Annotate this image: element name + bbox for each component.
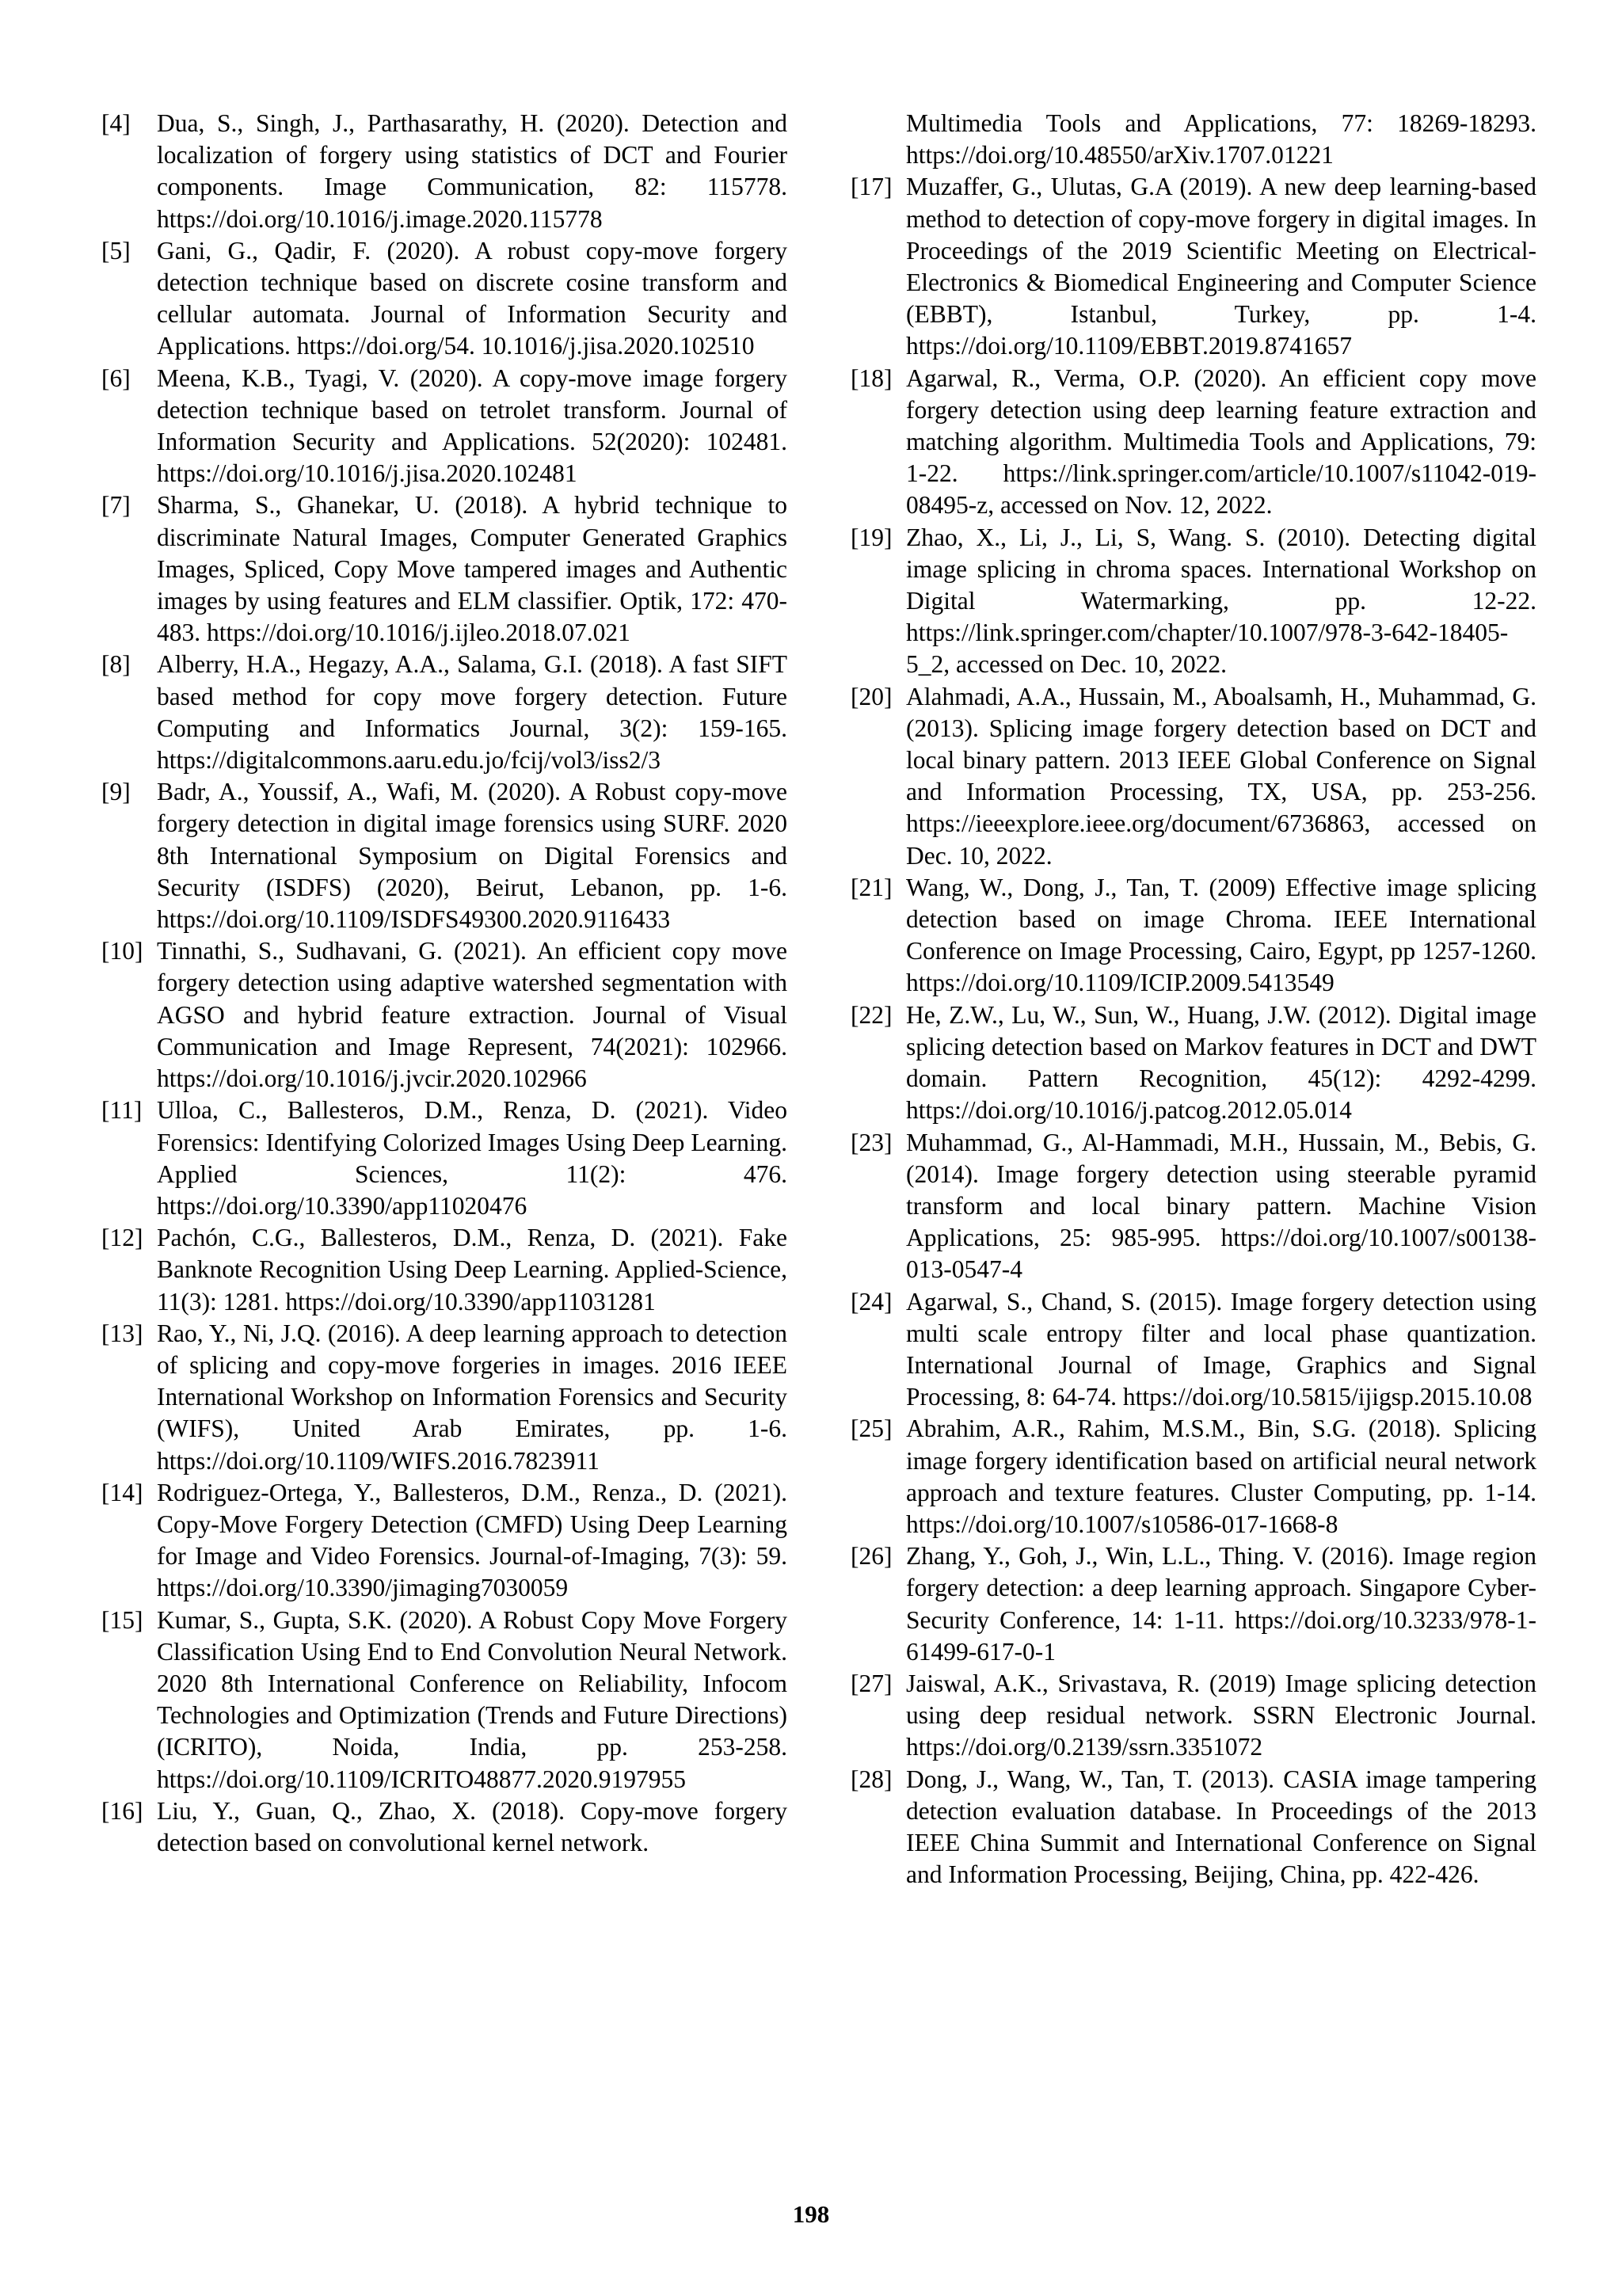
reference-entry xyxy=(851,1286,1536,1414)
reference-entry xyxy=(851,1000,1536,1127)
reference-text: Agarwal, R., Verma, O.P. (2020). An efficient copy move forgery detection using deep learning feature extraction and matching algorithm. Multimedia Tools and Applications, 79: 1-22. https://link.springer.com/article/10.1007/s11042-019-08495-z, accessed on Nov. 12, 2022. xyxy=(906,364,1536,520)
reference-text: Tinnathi, S., Sudhavani, G. (2021). An efficient copy move forgery detection using adaptive watershed segmentation with AGSO and hybrid feature extraction. Journal of Visual Communication and Image Represent, 74(2021): 102966. https://doi.org/10.1016/j.jvcir.2020.102966 xyxy=(157,937,787,1093)
reference-entry xyxy=(101,1795,787,1859)
reference-continuation: Multimedia Tools and Applications, 77: 18269-18293. https://doi.org/10.48550/arXiv.1707.01221 xyxy=(906,109,1536,169)
reference-entry xyxy=(101,776,787,935)
reference-number: [16] xyxy=(101,1796,143,1825)
reference-text: Dua, S., Singh, J., Parthasarathy, H. (2020). Detection and localization of forgery using statistics of DCT and Fourier components. Image Communication, 82: 115778. https://doi.org/10.1016/j.image.2020.115778 xyxy=(157,109,787,233)
page-number: 198 xyxy=(792,2200,830,2228)
reference-text: Ulloa, C., Ballesteros, D.M., Renza, D. (2021). Video Forensics: Identifying Colorized Images Using Deep Learning. Applied Sciences, 11(2): 476. https://doi.org/10.3390/app11020476 xyxy=(157,1096,787,1220)
reference-number: [13] xyxy=(101,1319,143,1347)
references-left-column xyxy=(101,108,787,1859)
reference-text: Zhao, X., Li, J., Li, S, Wang. S. (2010). Detecting digital image splicing in chroma spaces. International Workshop on Digital Watermarking, pp. 12-22. https://link.springer.com/chapter/10.1007/978-3-642-18405-5_2, accessed on Dec. 10, 2022. xyxy=(906,523,1536,679)
reference-entry xyxy=(101,649,787,776)
reference-number: [22] xyxy=(851,1000,893,1029)
reference-text: Jaiswal, A.K., Srivastava, R. (2019) Image splicing detection using deep residual network. SSRN Electronic Journal. https://doi.org/0.2139/ssrn.3351072 xyxy=(906,1669,1536,1761)
reference-number: [9] xyxy=(101,778,131,806)
reference-entry xyxy=(101,489,787,649)
reference-text: He, Z.W., Lu, W., Sun, W., Huang, J.W. (2012). Digital image splicing detection based on Markov features in DCT and DWT domain. Pattern Recognition, 45(12): 4292-4299. https://doi.org/10.1016/j.patcog.2012.05.014 xyxy=(906,1000,1536,1125)
reference-entry xyxy=(851,681,1536,872)
reference-entry xyxy=(851,522,1536,681)
reference-text: Kumar, S., Gupta, S.K. (2020). A Robust Copy Move Forgery Classification Using End to End Convolution Neural Network. 2020 8th International Conference on Reliability, Infocom Technologies and Optimization (Trends and Future Directions) (ICRITO), Noida, India, pp. 253-258. https://doi.org/10.1109/ICRITO48877.2020.9197955 xyxy=(157,1605,787,1793)
reference-text: Sharma, S., Ghanekar, U. (2018). A hybrid technique to discriminate Natural Images, Computer Generated Graphics Images, Spliced, Copy Move tampered images and Authentic images by using features and ELM classifier. Optik, 172: 470-483. https://doi.org/10.1016/j.ijleo.2018.07.021 xyxy=(157,491,787,647)
reference-entry xyxy=(851,1764,1536,1891)
reference-entry xyxy=(101,363,787,490)
reference-number: [23] xyxy=(851,1128,893,1156)
reference-text: Gani, G., Qadir, F. (2020). A robust copy-move forgery detection technique based on discrete cosine transform and cellular automata. Journal of Information Security and Applications. https://doi.org/54. 10.1016/j.jisa.2020.102510 xyxy=(157,236,787,360)
reference-number: [20] xyxy=(851,682,893,710)
reference-entry xyxy=(101,235,787,363)
reference-text: Rodriguez-Ortega, Y., Ballesteros, D.M., Renza., D. (2021). Copy-Move Forgery Detection (CMFD) Using Deep Learning for Image and Video Forensics. Journal-of-Imaging, 7(3): 59. https://doi.org/10.3390/jimaging7030059 xyxy=(157,1478,787,1602)
reference-entry xyxy=(851,171,1536,362)
reference-entry xyxy=(101,935,787,1095)
reference-entry xyxy=(101,1222,787,1318)
reference-number: [6] xyxy=(101,364,131,392)
reference-text: Alberry, H.A., Hegazy, A.A., Salama, G.I. (2018). A fast SIFT based method for copy move forgery detection. Future Computing and Informatics Journal, 3(2): 159-165. https://digitalcommons.aaru.edu.jo/fcij/vol3/iss2/3 xyxy=(157,650,787,775)
reference-text: Pachón, C.G., Ballesteros, D.M., Renza, D. (2021). Fake Banknote Recognition Using Deep Learning. Applied-Science, 11(3): 1281. https://doi.org/10.3390/app11031281 xyxy=(157,1224,787,1316)
reference-text: Meena, K.B., Tyagi, V. (2020). A copy-move image forgery detection technique based on tetrolet transform. Journal of Information Security and Applications. 52(2020): 102481. https://doi.org/10.1016/j.jisa.2020.102481 xyxy=(157,364,787,488)
reference-text: Rao, Y., Ni, J.Q. (2016). A deep learning approach to detection of splicing and copy-move forgeries in images. 2016 IEEE International Workshop on Information Forensics and Security (WIFS), United Arab Emirates, pp. 1-6. https://doi.org/10.1109/WIFS.2016.7823911 xyxy=(157,1319,787,1475)
reference-text: Badr, A., Youssif, A., Wafi, M. (2020). A Robust copy-move forgery detection in digital image forensics using SURF. 2020 8th International Symposium on Digital Forensics and Security (ISDFS) (2020), Beirut, Lebanon, pp. 1-6. https://doi.org/10.1109/ISDFS49300.2020.9116433 xyxy=(157,778,787,934)
reference-text: Liu, Y., Guan, Q., Zhao, X. (2018). Copy-move forgery detection based on convolutional kernel network. xyxy=(157,1796,787,1856)
reference-entry xyxy=(851,1540,1536,1668)
reference-number: [27] xyxy=(851,1669,893,1697)
reference-text: Agarwal, S., Chand, S. (2015). Image forgery detection using multi scale entropy filter and local phase quantization. International Journal of Image, Graphics and Signal Processing, 8: 64-74. https://doi.org/10.5815/ijigsp.2015.10.08 xyxy=(906,1287,1536,1411)
reference-text: Alahmadi, A.A., Hussain, M., Aboalsamh, H., Muhammad, G. (2013). Splicing image forgery detection based on DCT and local binary pattern. 2013 IEEE Global Conference on Signal and Information Processing, TX, USA, pp. 253-256. https://ieeexplore.ieee.org/document/6736863, accessed on Dec. 10, 2022. xyxy=(906,682,1536,870)
reference-number: [4] xyxy=(101,109,131,137)
reference-number: [24] xyxy=(851,1287,893,1316)
reference-entry xyxy=(851,363,1536,522)
reference-number: [18] xyxy=(851,364,893,392)
references-right-column xyxy=(851,108,1536,1890)
reference-entry xyxy=(101,108,787,235)
reference-entry xyxy=(851,1668,1536,1764)
reference-text: Muhammad, G., Al-Hammadi, M.H., Hussain, M., Bebis, G. (2014). Image forgery detection using steerable pyramid transform and local binary pattern. Machine Vision Applications, 25: 985-995. https://doi.org/10.1007/s00138-013-0547-4 xyxy=(906,1128,1536,1284)
reference-text: Muzaffer, G., Ulutas, G.A (2019). A new deep learning-based method to detection of copy-move forgery in digital images. In Proceedings of the 2019 Scientific Meeting on Electrical-Electronics & Biomedical Engineering and Computer Science (EBBT), Istanbul, Turkey, pp. 1-4. https://doi.org/10.1109/EBBT.2019.8741657 xyxy=(906,173,1536,360)
reference-number: [12] xyxy=(101,1224,143,1252)
reference-entry xyxy=(851,1127,1536,1286)
reference-entry xyxy=(101,1095,787,1222)
reference-number: [25] xyxy=(851,1415,893,1443)
reference-text: Dong, J., Wang, W., Tan, T. (2013). CASIA image tampering detection evaluation database. In Proceedings of the 2013 IEEE China Summit and International Conference on Signal and Information Processing, Beijing, China, pp. 422-426. xyxy=(906,1765,1536,1889)
reference-text: Abrahim, A.R., Rahim, M.S.M., Bin, S.G. (2018). Splicing image forgery identification based on artificial neural network approach and texture features. Cluster Computing, pp. 1-14. https://doi.org/10.1007/s10586-017-1668-8 xyxy=(906,1415,1536,1538)
reference-number: [26] xyxy=(851,1542,893,1571)
reference-number: [7] xyxy=(101,491,131,520)
reference-number: [5] xyxy=(101,236,131,265)
reference-number: [28] xyxy=(851,1765,893,1793)
reference-text: Zhang, Y., Goh, J., Win, L.L., Thing. V. (2016). Image region forgery detection: a deep learning approach. Singapore Cyber-Security Conference, 14: 1-11. https://doi.org/10.3233/978-1-61499-617-0-1 xyxy=(906,1542,1536,1666)
reference-number: [21] xyxy=(851,873,893,901)
reference-number: [14] xyxy=(101,1478,143,1506)
reference-text: Wang, W., Dong, J., Tan, T. (2009) Effective image splicing detection based on image Chroma. IEEE International Conference on Image Processing, Cairo, Egypt, pp 1257-1260. https://doi.org/10.1109/ICIP.2009.5413549 xyxy=(906,873,1536,997)
reference-entry xyxy=(851,872,1536,1000)
reference-entry xyxy=(101,1477,787,1605)
reference-entry xyxy=(101,1318,787,1477)
reference-number: [17] xyxy=(851,173,893,201)
reference-number: [10] xyxy=(101,937,143,965)
reference-number: [15] xyxy=(101,1605,143,1634)
reference-entry xyxy=(101,1605,787,1795)
reference-number: [11] xyxy=(101,1096,143,1125)
reference-number: [19] xyxy=(851,523,893,551)
reference-number: [8] xyxy=(101,650,131,679)
reference-entry xyxy=(851,1413,1536,1540)
